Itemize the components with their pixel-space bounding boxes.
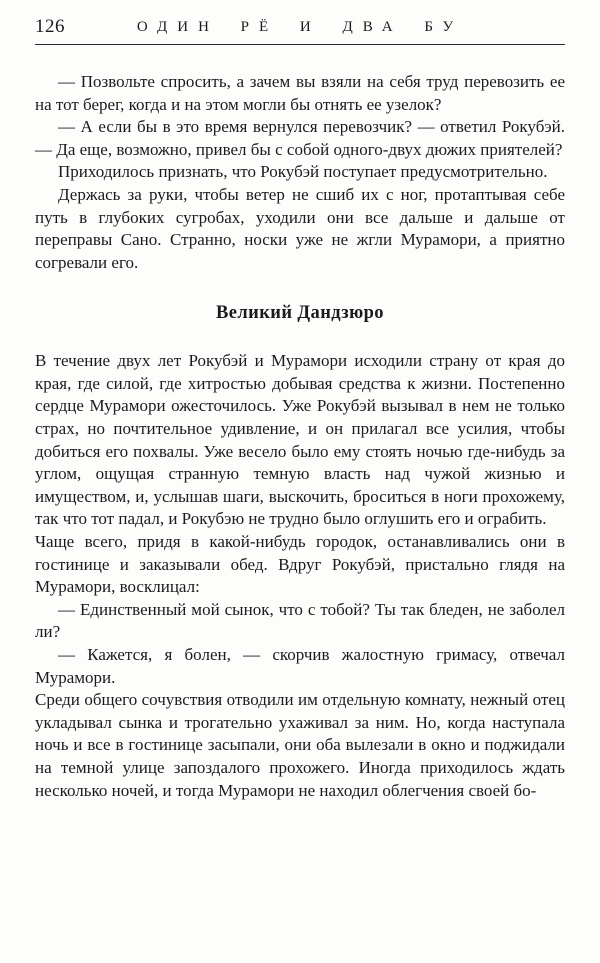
paragraph-dialogue: — Единственный мой сынок, что с тобой? Ты так бледен, не заболел ли? [35,599,565,642]
paragraph-dialogue: — А если бы в это время вернулся перевозчик? — ответил Рокубэй. — Да еще, возможно, привел бы с собой одного-двух дюжих приятелей? [35,117,565,159]
running-title: ОДИН РЁ И ДВА БУ [136,19,464,35]
paragraph-dialogue: — Кажется, я болен, — скорчив жалостную гримасу, отвечал Мурамори. [35,645,565,687]
paragraph-narrative: Держась за руки, чтобы ветер не сшиб их с ног, протаптывая себе путь в глубоких сугробах, уходили они все дальше и дальше от переправы Сано. Странно, носки уже не жгли Мурамори, а приятно согревали его. [35,185,565,272]
page-number: 126 [35,16,65,37]
section-heading: Великий Дандзюро [216,303,384,324]
paragraph-narrative: В течение двух лет Рокубэй и Мурамори исходили страну от края до края, где силой, где хитростью добывая средства к жизни. Постепенно сердце Мурамори ожесточилось. Уже Рокубэй вызывал в нем не только страх, но почтительное удивление, и он прилагал все усилия, чтобы добиться его похвалы. Уже весело было ему стоять ночью где-нибудь за углом, ощущая странную темную власть над чужой жизнью и имуществом, и, услышав шаги, выскочить, броситься в ноги прохожему, так что тот падал, и Рокубэю не трудно было оглушить его и ограбить. [35,351,565,529]
paragraph-narrative: Приходилось признать, что Рокубэй поступает предусмотрительно. [58,162,548,182]
page-body [35,71,565,802]
paragraph-narrative: Среди общего сочувствия отводили им отдельную комнату, нежный отец укладывал сынка и трогательно ухаживал за ним. Но, когда наступала ночь и все в гостинице засыпали, они оба вылезали в окно и поджидали на темной улице запоздалого прохожего. Иногда приходилось ждать несколько ночей, и тогда Мурамори не находил облегчения своей бо- [35,690,565,800]
paragraph-narrative: Чаще всего, придя в какой-нибудь городок, останавливались они в гостинице и заказывали обед. Вдруг Рокубэй, пристально глядя на Мурамори, восклицал: [35,531,565,597]
paragraph-dialogue: — Позвольте спросить, а зачем вы взяли на себя труд перевозить ее на тот берег, когда и на этом могли бы отнять ее узелок? [35,72,565,114]
page-header [35,14,565,45]
